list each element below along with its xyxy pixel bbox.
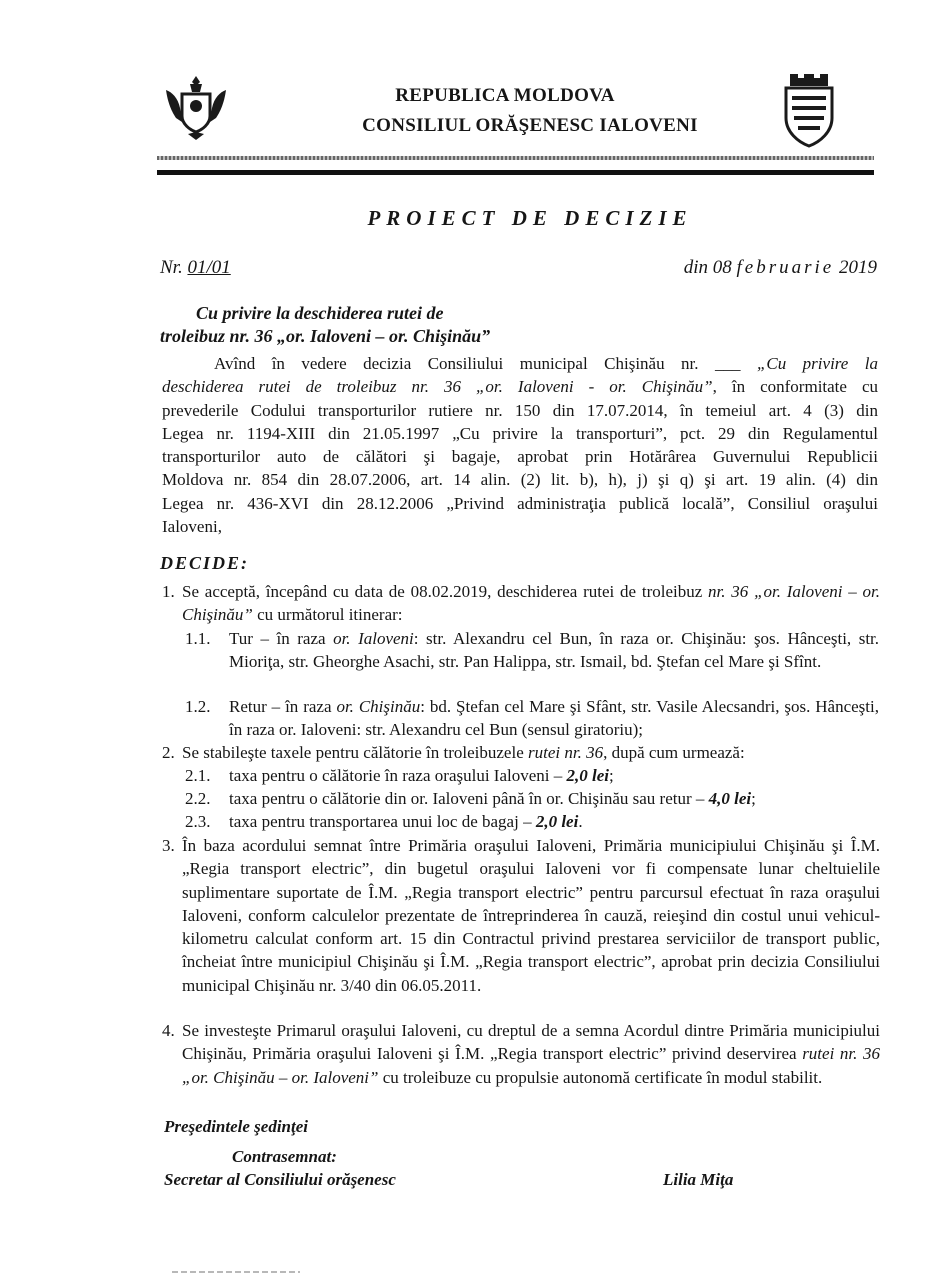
secretary-title: Secretar al Consiliului orăşenesc — [164, 1170, 396, 1189]
subject-line-1: Cu privire la deschiderea rutei de — [196, 303, 444, 323]
header-divider-thick — [157, 170, 874, 175]
subject-line-2: troleibuz nr. 36 „or. Ialoveni – or. Chişinău” — [160, 326, 491, 346]
document-number: Nr. 01/01 — [160, 257, 231, 278]
document-number-value: 01/01 — [187, 257, 231, 278]
decision-item-2-3: 2.3. taxa pentru transportarea unui loc de bagaj – 2,0 lei. — [185, 812, 583, 831]
fare-value: 2,0 lei — [566, 766, 609, 785]
document-type-title: PROIECT DE DECIZIE — [367, 206, 693, 230]
scan-artifact — [172, 1271, 300, 1273]
decision-item-1-2: 1.2. Retur – în raza or. Chişinău: bd. Ştefan cel Mare şi Sfânt, str. Vasile Alecsandri, şos. Hânceşti, în raza or. Ialoveni: str. Alexandru cel Bun (sensul giratoriu); — [185, 697, 879, 740]
ialoveni-coat-of-arms-icon — [778, 72, 840, 148]
president-signature-label: Preşedintele şedinţei — [164, 1117, 309, 1136]
countersigned-label: Contrasemnat: — [232, 1147, 337, 1166]
fare-value: 4,0 lei — [708, 789, 752, 808]
council-heading: CONSILIUL ORĂŞENESC IALOVENI — [362, 115, 698, 136]
decision-item-1-1: 1.1. Tur – în raza or. Ialoveni: str. Alexandru cel Bun, în raza or. Chişinău: şos. Hânceşti, str. Mioriţa, str. Gheorghe Asachi, str. Pan Halippa, str. Ismail, bd. Ştefan cel Mare şi Sfînt. — [185, 629, 880, 672]
decision-item-1: 1. Se acceptă, începând cu data de 08.02.2019, deschiderea rutei de troleibuz nr. 36 „or. Ialoveni – or. Chişinău” cu următorul itinerar: — [162, 582, 880, 625]
decision-item-3: 3. În baza acordului semnat între Primăria oraşului Ialoveni, Primăria municipiului Chişinău şi Î.M. „Regia transport electric”, din bugetul oraşului Ialoveni vor fi compensate lunar cheltuielile suplimentare suportate de Î.M. „Regia transport electric” pentru parcursul efectuat în raza oraşului Ialoveni, conform calculelor prezentate de întreprinderea în cauză, reieşind din costul unui vehicul-kilometru calculat conform art. 15 din Contractul privind prestarea serviciilor de transport public, încheiat între municipiul Chişinău şi Î.M. „Regia transport electric”, aprobat prin decizia Consiliului municipal Chişinău nr. 3/40 din 06.05.2011. — [162, 836, 880, 995]
country-heading: REPUBLICA MOLDOVA — [395, 85, 615, 106]
decision-item-2: 2. Se stabileşte taxele pentru călătorie în troleibuzele rutei nr. 36, după cum urmează: — [162, 743, 745, 762]
decision-item-4: 4. Se investeşte Primarul oraşului Ialoveni, cu dreptul de a semna Acordul dintre Primăria municipiului Chişinău, Primăria oraşului Ialoveni şi Î.M. „Regia transport electric” privind deservirea rutei nr. 36 „or. Chişinău – or. Ialoveni” cu troleibuze cu propulsie autonomă certificate în modul stabilit. — [162, 1021, 881, 1087]
header-divider-thin — [157, 156, 874, 160]
secretary-name: Lilia Miţa — [663, 1170, 734, 1189]
fare-value: 2,0 lei — [535, 812, 579, 831]
preamble-paragraph: Avînd în vedere decizia Consiliului municipal Chişinău nr. ___ „Cu privire la deschiderea rutei de troleibuz nr. 36 „or. Ialoveni - or. Chişinău”, în conformitate cu prevederile Codului transporturilor rutiere nr. 150 din 17.07.2014, în temeiul art. 4 (3) din Legea nr. 1194-XIII din 21.05.1997 „Cu privire la transporturi”, pct. 29 din Regulamentul transporturilor auto de călători şi bagaje, aprobat prin Hotărârea Guvernului Republicii Moldova nr. 854 din 28.07.2006, art. 14 alin. (2) lit. b), h), j) şi q) şi art. 19 alin. (4) din Legea nr. 436-XVI din 28.12.2006 „Privind administraţia publică locală”, Consiliul oraşului Ialoveni, — [162, 354, 879, 537]
decide-heading: DECIDE: — [160, 553, 250, 573]
decision-item-2-1: 2.1. taxa pentru o călătorie în raza oraşului Ialoveni – 2,0 lei; — [185, 766, 614, 785]
document-date: din 08 februarie 2019 — [683, 257, 877, 278]
decision-item-2-2: 2.2. taxa pentru o călătorie din or. Ialoveni până în or. Chişinău sau retur – 4,0 lei; — [185, 789, 756, 808]
